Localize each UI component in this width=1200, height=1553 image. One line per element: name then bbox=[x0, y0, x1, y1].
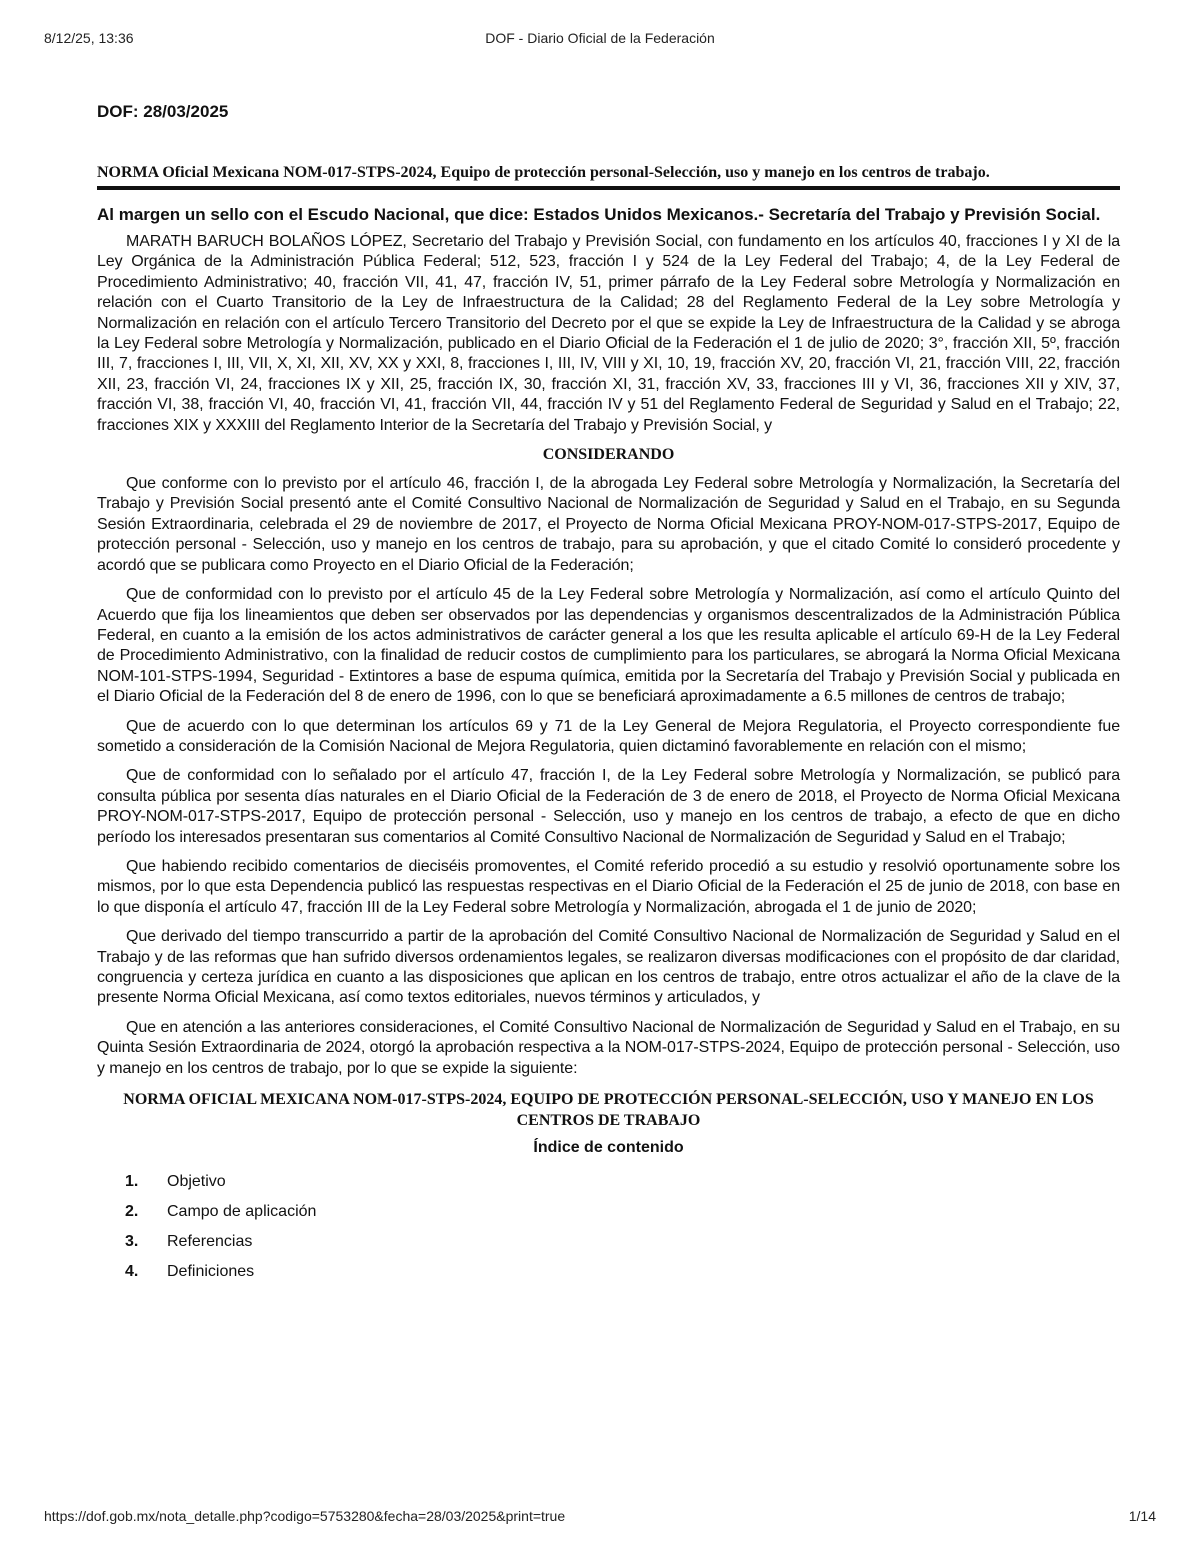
toc-number: 4. bbox=[125, 1263, 139, 1281]
dof-date: DOF: 28/03/2025 bbox=[97, 102, 229, 121]
indice-heading: Índice de contenido bbox=[533, 1139, 684, 1157]
print-footer bbox=[44, 1508, 1156, 1528]
considerando-paragraph: Que de acuerdo con lo que determinan los artículos 69 y 71 de la Ley General de Mejora Regulatoria, el Proyecto correspondiente fue sometido a consideración de la Comisión Nacional de Mejora Regulatoria, quien dictaminó favorablemente en relación con el mismo; bbox=[97, 717, 1120, 755]
toc-item bbox=[125, 1201, 1120, 1231]
toc-label: Campo de aplicación bbox=[167, 1203, 317, 1221]
considerando-paragraph: Que de conformidad con lo previsto por el artículo 45 de la Ley Federal sobre Metrología y Normalización, así como el artículo Quinto del Acuerdo que fija los lineamientos que deben ser observados por las dependencias y organismos descentralizados de la Administración Pública Federal, en cuanto a la emisión de los actos administrativos de carácter general a los que les resulta aplicable el artículo 69-H de la Ley Federal de Procedimiento Administrativo, con la finalidad de reducir costos de cumplimiento para los particulares, se abrogará la Norma Oficial Mexicana NOM-101-STPS-1994, Seguridad - Extintores a base de espuma química, emitida por la Secretaría del Trabajo y Previsión Social y publicada en el Diario Oficial de la Federación del 8 de enero de 1996, con lo que se beneficiará aproximadamente a 6.5 millones de centros de trabajo; bbox=[97, 586, 1120, 706]
page-number: 1/14 bbox=[1128, 1508, 1156, 1524]
toc-item bbox=[125, 1261, 1120, 1291]
norma-title: NORMA Oficial Mexicana NOM-017-STPS-2024, Equipo de protección personal-Selección, uso y manejo en los centros de trabajo. bbox=[97, 164, 1120, 190]
table-of-contents bbox=[97, 1171, 1120, 1291]
considerando-paragraph: Que en atención a las anteriores consideraciones, el Comité Consultivo Nacional de Normalización de Seguridad y Salud en el Trabajo, en su Quinta Sesión Extraordinaria de 2024, otorgó la aprobación respectiva a la NOM-017-STPS-2024, Equipo de protección personal - Selección, uso y manejo en los centros de trabajo, por lo que se expide la siguiente: bbox=[97, 1018, 1120, 1077]
toc-label: Objetivo bbox=[167, 1173, 226, 1191]
considerando-paragraph: Que habiendo recibido comentarios de dieciséis promoventes, el Comité referido procedió a su estudio y resolvió oportunamente sobre los mismos, por lo que esta Dependencia publicó las respuestas respectivas en el Diario Oficial de la Federación el 25 de junio de 2018, con base en lo que disponía el artículo 47, fracción III de la Ley Federal sobre Metrología y Normalización, abrogada el 1 de junio de 2020; bbox=[97, 857, 1120, 916]
print-url: https://dof.gob.mx/nota_detalle.php?codigo=5753280&fecha=28/03/2025&print=true bbox=[44, 1508, 566, 1524]
document-body bbox=[97, 204, 1120, 1291]
print-header bbox=[44, 30, 1156, 50]
toc-number: 2. bbox=[125, 1203, 139, 1221]
toc-number: 3. bbox=[125, 1233, 139, 1251]
toc-label: Definiciones bbox=[167, 1263, 255, 1281]
toc-item bbox=[125, 1231, 1120, 1261]
norma-upper-line1: NORMA OFICIAL MEXICANA NOM-017-STPS-2024, EQUIPO DE PROTECCIÓN PERSONAL-SELECCIÓN, USO Y MANEJO EN LOS bbox=[123, 1091, 1094, 1109]
intro-paragraph: MARATH BARUCH BOLAÑOS LÓPEZ, Secretario del Trabajo y Previsión Social, con fundamento en los artículos 40, fracciones I y XI de la Ley Orgánica de la Administración Pública Federal; 512, 523, fracción I y 524 de la Ley Federal del Trabajo; 4, de la Ley Federal de Procedimiento Administrativo; 40, fracción VII, 41, 47, fracción IV, 51, primer párrafo de la Ley Federal sobre Metrología y Normalización en relación con el Cuarto Transitorio de la Ley de Infraestructura de la Calidad; 28 del Reglamento Federal de la Ley sobre Metrología y Normalización en relación con el artículo Tercero Transitorio del Decreto por el que se expide la Ley de Infraestructura de la Calidad y se abroga la Ley Federal sobre Metrología y Normalización, publicado en el Diario Oficial de la Federación el 1 de julio de 2020; 3°, fracción XII, 5º, fracción III, 7, fracciones I, III, VII, X, XI, XII, XV, XX y XXI, 8, fracciones I, III, IV, VIII y XI, 10, 19, fracción XV, 20, fracción VI, 21, fracción VIII, 22, fracción XII, 23, fracción VI, 24, fracciones IX y XII, 25, fracción IX, 30, fracción XI, 31, fracción XV, 33, fracciones III y VI, 36, fracciones XII y XIV, 37, fracción VI, 38, fracción VI, 40, fracción VI, 41, fracción VII, 44, fracción IV y 51 del Reglamento Federal de Seguridad y Salud en el Trabajo; 22, fracciones XIX y XXXIII del Reglamento Interior de la Secretaría del Trabajo y Previsión Social, y bbox=[97, 233, 1120, 434]
considerando-paragraph: Que derivado del tiempo transcurrido a partir de la aprobación del Comité Consultivo Nacional de Normalización de Seguridad y Salud en el Trabajo y de las reformas que han sufrido diversos ordenamientos legales, se realizaron diversas modificaciones con el propósito de dar claridad, congruencia y certeza jurídica en cuanto a las disposiciones que aplican en los centros de trabajo, entre otros actualizar el año de la clave de la presente Norma Oficial Mexicana, así como textos editoriales, nuevos términos y articulados, y bbox=[97, 928, 1120, 1007]
seal-paragraph: Al margen un sello con el Escudo Nacional, que dice: Estados Unidos Mexicanos.- Secretaría del Trabajo y Previsión Social. bbox=[97, 205, 1101, 224]
considerando-heading: CONSIDERANDO bbox=[542, 446, 675, 464]
norma-upper-title bbox=[97, 1089, 1120, 1131]
considerando-paragraph: Que conforme con lo previsto por el artículo 46, fracción I, de la abrogada Ley Federal sobre Metrología y Normalización, la Secretaría del Trabajo y Previsión Social presentó ante el Comité Consultivo Nacional de Normalización de Seguridad y Salud en el Trabajo, en su Segunda Sesión Extraordinaria, celebrada el 29 de noviembre de 2017, el Proyecto de Norma Oficial Mexicana PROY-NOM-017-STPS-2017, Equipo de protección personal - Selección, uso y manejo en los centros de trabajo, para su aprobación, y que el citado Comité lo consideró procedente y acordó que se publicara como Proyecto en el Diario Oficial de la Federación; bbox=[97, 475, 1120, 574]
toc-item bbox=[125, 1171, 1120, 1201]
print-timestamp: 8/12/25, 13:36 bbox=[44, 30, 134, 46]
toc-number: 1. bbox=[125, 1173, 139, 1191]
print-page-title: DOF - Diario Oficial de la Federación bbox=[485, 30, 715, 46]
norma-upper-line2: CENTROS DE TRABAJO bbox=[516, 1112, 701, 1130]
toc-label: Referencias bbox=[167, 1233, 253, 1251]
considerando-paragraph: Que de conformidad con lo señalado por el artículo 47, fracción I, de la Ley Federal sobre Metrología y Normalización, se publicó para consulta pública por sesenta días naturales en el Diario Oficial de la Federación de 3 de enero de 2018, el Proyecto de Norma Oficial Mexicana PROY-NOM-017-STPS-2017, Equipo de protección personal - Selección, uso y manejo en los centros de trabajo, a efecto de que en dicho período los interesados presentaran sus comentarios al Comité Consultivo Nacional de Normalización de Seguridad y Salud en el Trabajo; bbox=[97, 767, 1120, 846]
